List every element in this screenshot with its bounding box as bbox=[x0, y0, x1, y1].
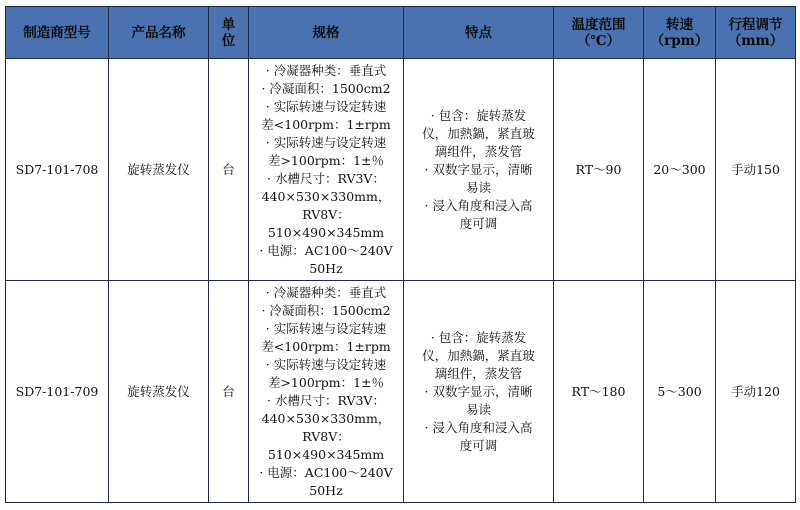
feature-line: 易读 bbox=[465, 401, 491, 417]
feature-line: · 双数字显示，清晰 bbox=[424, 161, 533, 177]
spec-line: 差<100rpm：1±rpm bbox=[261, 116, 391, 132]
feature-line: 仪，加熱鍋，紧直玻 bbox=[422, 125, 535, 141]
cell-unit: 台 bbox=[209, 59, 249, 281]
cell-unit: 台 bbox=[209, 281, 249, 503]
spec-line: 440×530×330mm， bbox=[261, 188, 391, 204]
feature-line: · 包含：旋转蒸发 bbox=[430, 107, 527, 123]
spec-line: · 冷凝器种类：垂直式 bbox=[265, 62, 387, 78]
header-label: 规格 bbox=[312, 24, 340, 41]
header-stroke bbox=[716, 7, 796, 59]
header-label: 行程调节 （mm） bbox=[727, 16, 784, 49]
feature-line: · 双数字显示，清晰 bbox=[424, 383, 533, 399]
spec-line: · 冷凝面积：1500cm2 bbox=[261, 80, 391, 96]
cell-stroke: 手动120 bbox=[716, 281, 796, 503]
spec-list bbox=[259, 62, 392, 278]
cell-model: SD7-101-709 bbox=[6, 281, 109, 503]
cell-temp-range: RT～180 bbox=[554, 281, 644, 503]
header-label: 温度范围 （℃） bbox=[571, 16, 626, 49]
spec-line: 510×490×345mm bbox=[267, 224, 385, 240]
header-temp-range bbox=[554, 7, 644, 59]
spec-line: 50Hz bbox=[309, 482, 343, 498]
feature-line: 度可调 bbox=[459, 215, 498, 231]
spec-line: · 实际转速与设定转速 bbox=[265, 98, 387, 114]
product-spec-table bbox=[5, 6, 796, 503]
cell-temp-range: RT～90 bbox=[554, 59, 644, 281]
table-header-row bbox=[6, 7, 796, 59]
header-label: 转速 （rpm） bbox=[650, 16, 709, 49]
spec-line: 差<100rpm：1±rpm bbox=[261, 338, 391, 354]
feature-list bbox=[422, 107, 535, 233]
feature-line: · 浸入角度和浸入高 bbox=[424, 197, 533, 213]
spec-line: · 电源：AC100～240V bbox=[259, 242, 393, 258]
header-speed bbox=[644, 7, 716, 59]
cell-features bbox=[404, 281, 554, 503]
header-model bbox=[6, 7, 109, 59]
header-unit bbox=[209, 7, 249, 59]
cell-model: SD7-101-708 bbox=[6, 59, 109, 281]
table-row bbox=[6, 59, 796, 281]
header-label: 单 位 bbox=[221, 16, 236, 49]
header-features bbox=[404, 7, 554, 59]
cell-stroke: 手动150 bbox=[716, 59, 796, 281]
cell-speed: 20～300 bbox=[644, 59, 716, 281]
spec-table-wrapper bbox=[5, 6, 796, 503]
spec-line: RV8V： bbox=[302, 206, 350, 222]
spec-line: 差>100rpm：1±％ bbox=[267, 374, 385, 390]
cell-features bbox=[404, 59, 554, 281]
feature-line: 仪，加熱鍋，紧直玻 bbox=[422, 347, 535, 363]
spec-line: 440×530×330mm， bbox=[261, 410, 391, 426]
feature-list bbox=[422, 329, 535, 455]
feature-line: · 浸入角度和浸入高 bbox=[424, 419, 533, 435]
spec-line: · 冷凝器种类：垂直式 bbox=[265, 284, 387, 300]
spec-list bbox=[259, 284, 392, 500]
spec-line: · 水槽尺寸：RV3V： bbox=[267, 392, 385, 408]
spec-line: · 实际转速与设定转速 bbox=[265, 134, 387, 150]
cell-spec bbox=[249, 59, 404, 281]
feature-line: 璃组件，蒸发管 bbox=[434, 143, 523, 159]
cell-product-name: 旋转蒸发仪 bbox=[109, 281, 209, 503]
spec-line: 510×490×345mm bbox=[267, 446, 385, 462]
spec-line: · 实际转速与设定转速 bbox=[265, 320, 387, 336]
feature-line: 度可调 bbox=[459, 437, 498, 453]
feature-line: 璃组件，蒸发管 bbox=[434, 365, 523, 381]
header-product-name bbox=[109, 7, 209, 59]
header-label: 产品名称 bbox=[131, 24, 186, 41]
spec-line: RV8V： bbox=[302, 428, 350, 444]
header-label: 特点 bbox=[465, 24, 492, 41]
table-row bbox=[6, 281, 796, 503]
cell-speed: 5～300 bbox=[644, 281, 716, 503]
spec-line: 差>100rpm：1±％ bbox=[267, 152, 385, 168]
cell-spec bbox=[249, 281, 404, 503]
header-label: 制造商型号 bbox=[23, 24, 91, 41]
spec-line: · 冷凝面积：1500cm2 bbox=[261, 302, 391, 318]
cell-product-name: 旋转蒸发仪 bbox=[109, 59, 209, 281]
spec-line: · 电源：AC100～240V bbox=[259, 464, 393, 480]
spec-line: · 实际转速与设定转速 bbox=[265, 356, 387, 372]
feature-line: · 包含：旋转蒸发 bbox=[430, 329, 527, 345]
spec-line: 50Hz bbox=[309, 260, 343, 276]
header-spec bbox=[249, 7, 404, 59]
spec-line: · 水槽尺寸：RV3V： bbox=[267, 170, 385, 186]
feature-line: 易读 bbox=[465, 179, 491, 195]
